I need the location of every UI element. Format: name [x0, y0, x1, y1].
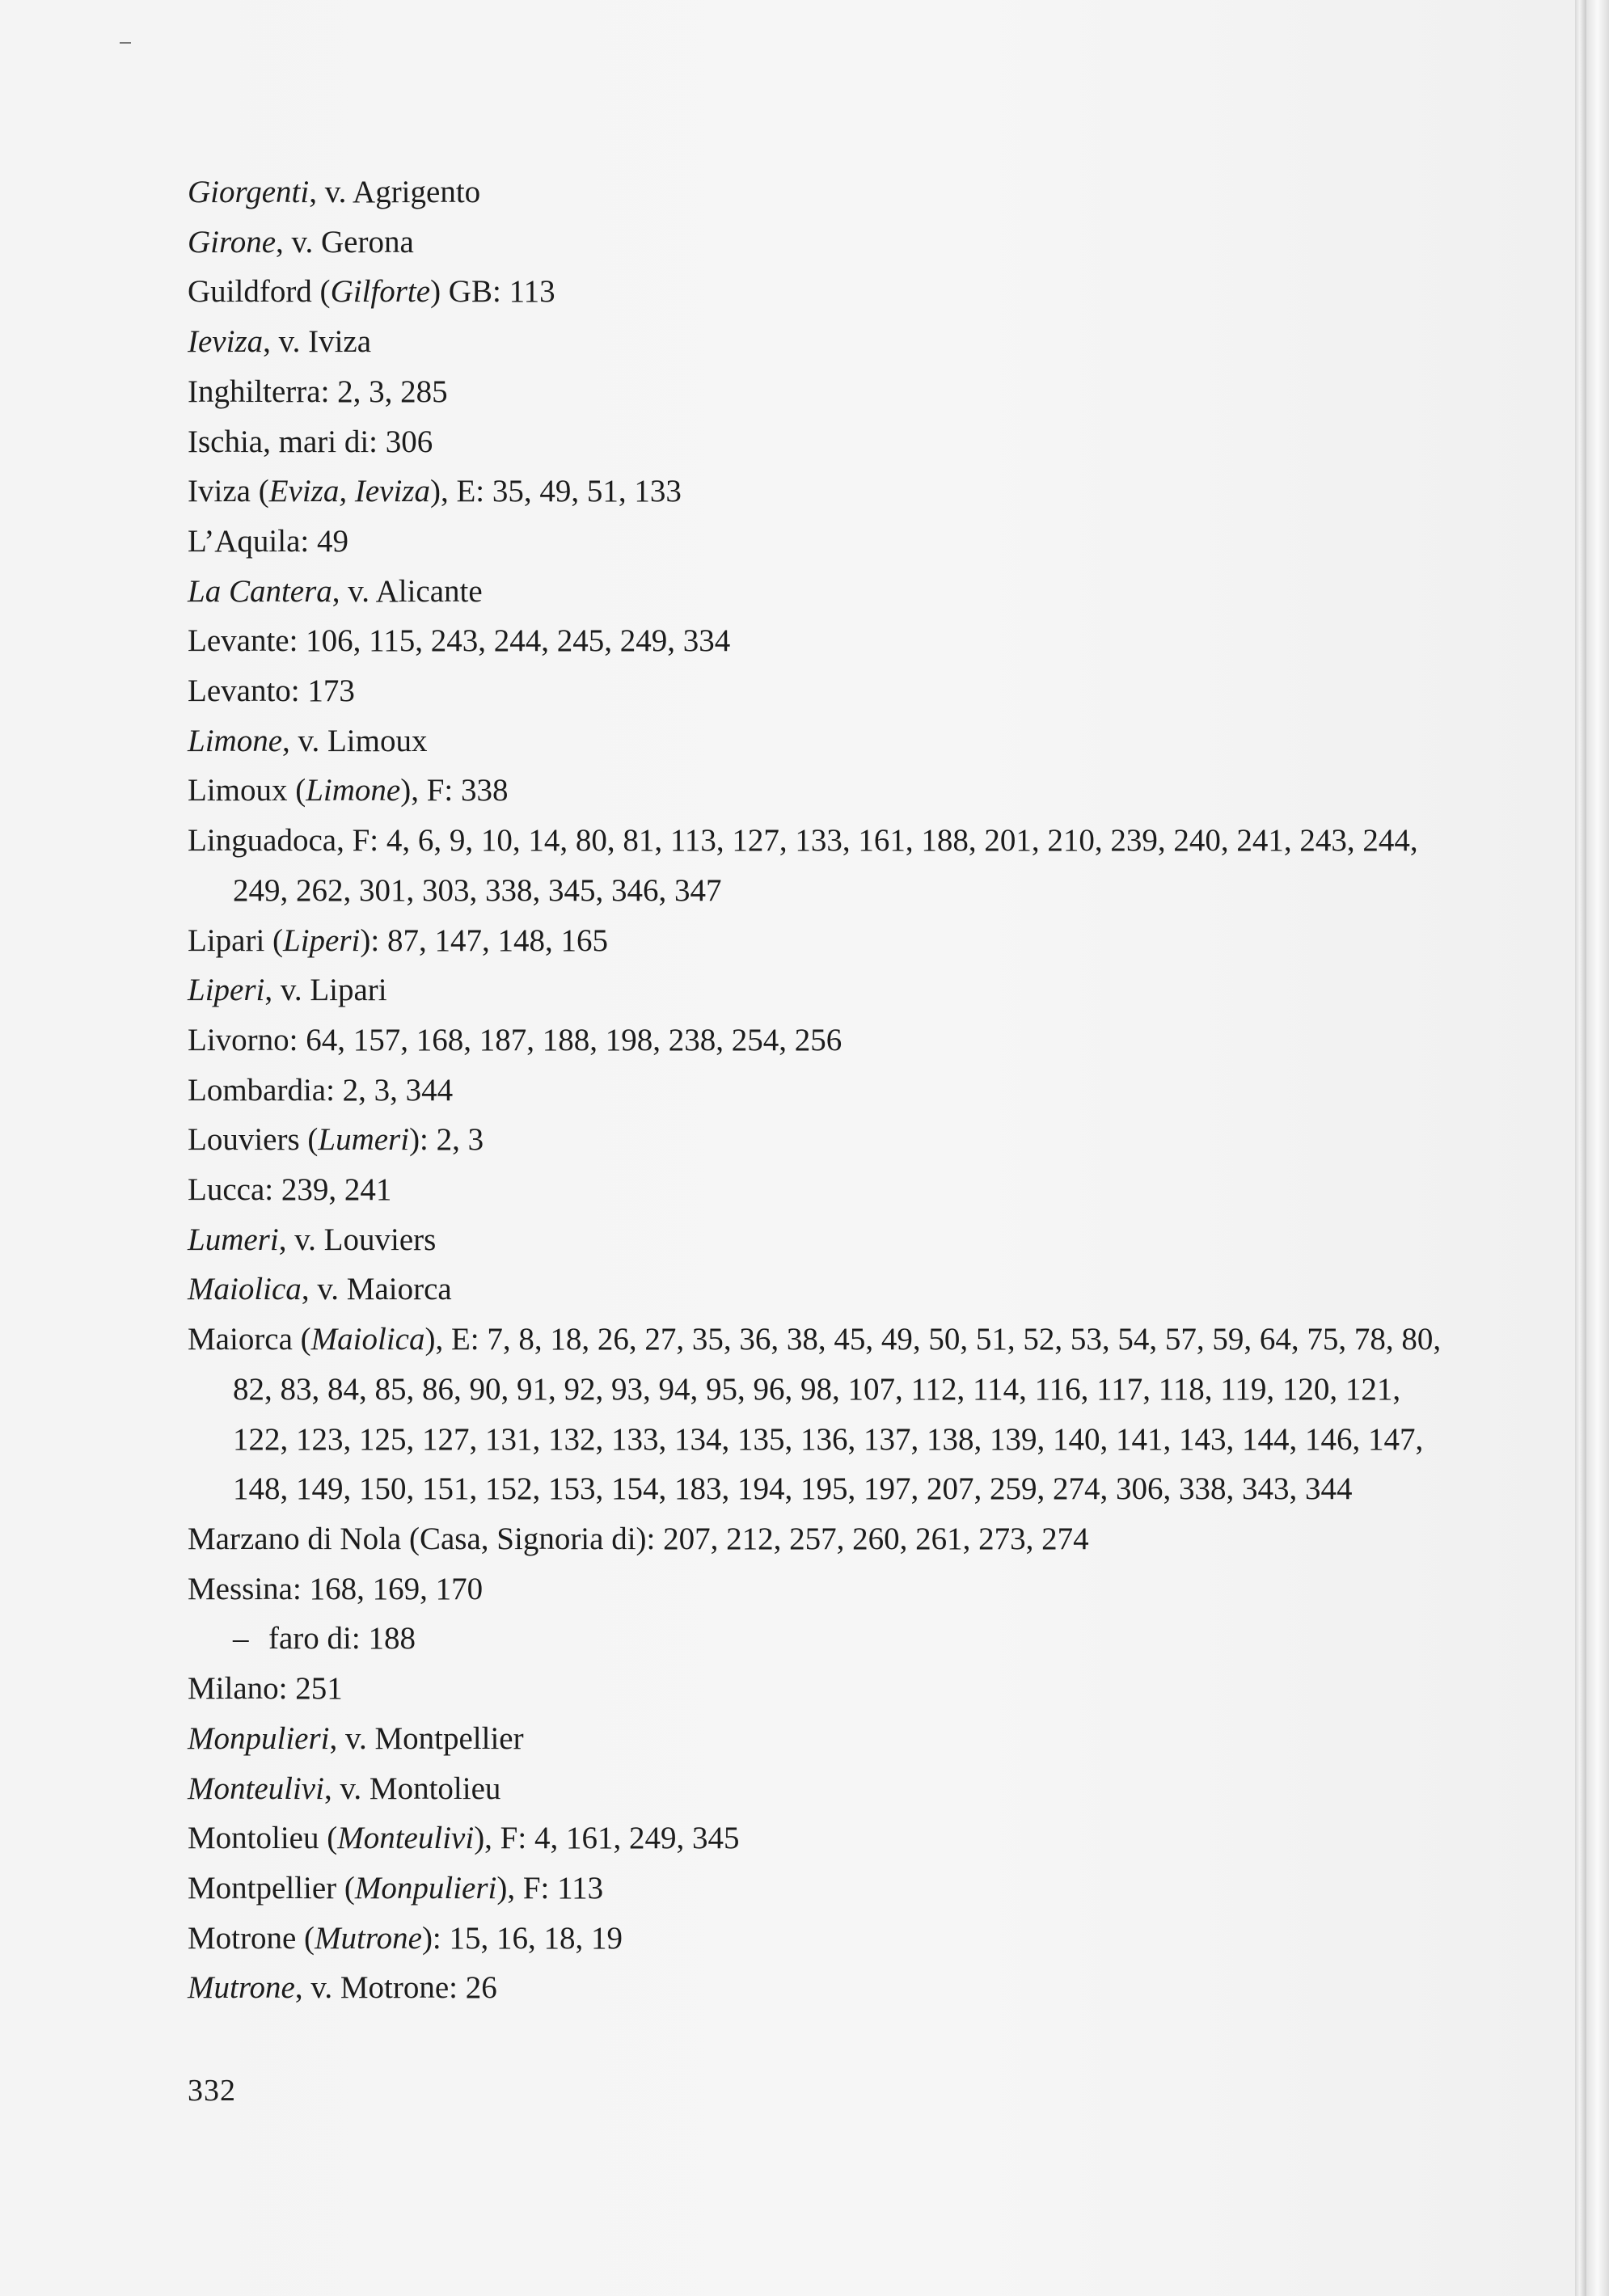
index-entry: Monpulieri, v. Montpellier	[188, 1720, 524, 1756]
index-entry: Ischia, mari di: 306	[188, 424, 433, 459]
index-entry: Girone, v. Gerona	[188, 224, 414, 260]
index-entry: Maiorca (Maiolica), E: 7, 8, 18, 26, 27, 35, 36, 38, 45, 49, 50, 51, 52, 53, 54, 57, 59, 64, 75, 78, 80, 82, 83, 84, 85, 86, 90, 91, 92, 93, 94, 95, 96, 98, 107, 112, 114, 116, 117, 118, 119, 120, 121, 122, 123, 125, 127, 131, 132, 133, 134, 135, 136, 137, 138, 139, 140, 141, 143, 144, 146, 147, 148, 149, 150, 151, 152, 153, 154, 183, 194, 195, 197, 207, 259, 274, 306, 338, 343, 344	[188, 1322, 1442, 1507]
index-entry: Levante: 106, 115, 243, 244, 245, 249, 334	[188, 623, 731, 659]
page-edge	[1575, 0, 1586, 2296]
index-entry: Levanto: 173	[188, 673, 355, 709]
index-entry: Messina: 168, 169, 170	[188, 1571, 484, 1606]
index-entry: Motrone (Mutrone): 15, 16, 18, 19	[188, 1920, 623, 1956]
subentry-dash: –	[233, 1621, 249, 1657]
index-entry: Iviza (Eviza, Ieviza), E: 35, 49, 51, 133	[188, 474, 682, 509]
index-entry: Montolieu (Monteulivi), F: 4, 161, 249, 345	[188, 1821, 740, 1856]
index-entry: Guildford (Gilforte) GB: 113	[188, 274, 555, 310]
index-entry: Milano: 251	[188, 1671, 343, 1707]
index-subentry: – faro di: 188	[188, 1614, 1449, 1664]
index-entry: Limoux (Limone), F: 338	[188, 773, 509, 808]
index-entry: Lipari (Liperi): 87, 147, 148, 165	[188, 922, 608, 958]
page-edge-outer	[1586, 0, 1609, 2296]
index-entry: Liperi, v. Lipari	[188, 973, 387, 1008]
page-number: 332	[188, 2074, 236, 2108]
index-entry: Montpellier (Monpulieri), F: 113	[188, 1870, 604, 1906]
index-entry: Monteulivi, v. Montolieu	[188, 1771, 501, 1806]
index-entry: Livorno: 64, 157, 168, 187, 188, 198, 238, 254, 256	[188, 1022, 843, 1057]
index-entry: Marzano di Nola (Casa, Signoria di): 207, 212, 257, 260, 261, 273, 274	[188, 1521, 1089, 1556]
index-entry: La Cantera, v. Alicante	[188, 573, 483, 609]
index-entry: Giorgenti, v. Agrigento	[188, 175, 481, 209]
index-entry: Inghilterra: 2, 3, 285	[188, 374, 448, 409]
index-entry: Maiolica, v. Maiorca	[188, 1272, 452, 1307]
index-entry: Lombardia: 2, 3, 344	[188, 1072, 454, 1108]
index-entry: Lucca: 239, 241	[188, 1172, 392, 1208]
index-entry: Linguadoca, F: 4, 6, 9, 10, 14, 80, 81, 113, 127, 133, 161, 188, 201, 210, 239, 240, 241, 243, 244, 249, 262, 301, 303, 338, 345, 346, 347	[188, 823, 1418, 908]
place-index	[188, 167, 1449, 2013]
scan-mark	[120, 42, 131, 44]
index-entry: Lumeri, v. Louviers	[188, 1222, 437, 1257]
index-entry: Limone, v. Limoux	[188, 723, 428, 758]
index-entry: Mutrone, v. Motrone: 26	[188, 1970, 497, 2006]
index-entry: Ieviza, v. Iviza	[188, 324, 372, 360]
index-entry: L’Aquila: 49	[188, 523, 348, 559]
index-entry: Louviers (Lumeri): 2, 3	[188, 1122, 484, 1158]
